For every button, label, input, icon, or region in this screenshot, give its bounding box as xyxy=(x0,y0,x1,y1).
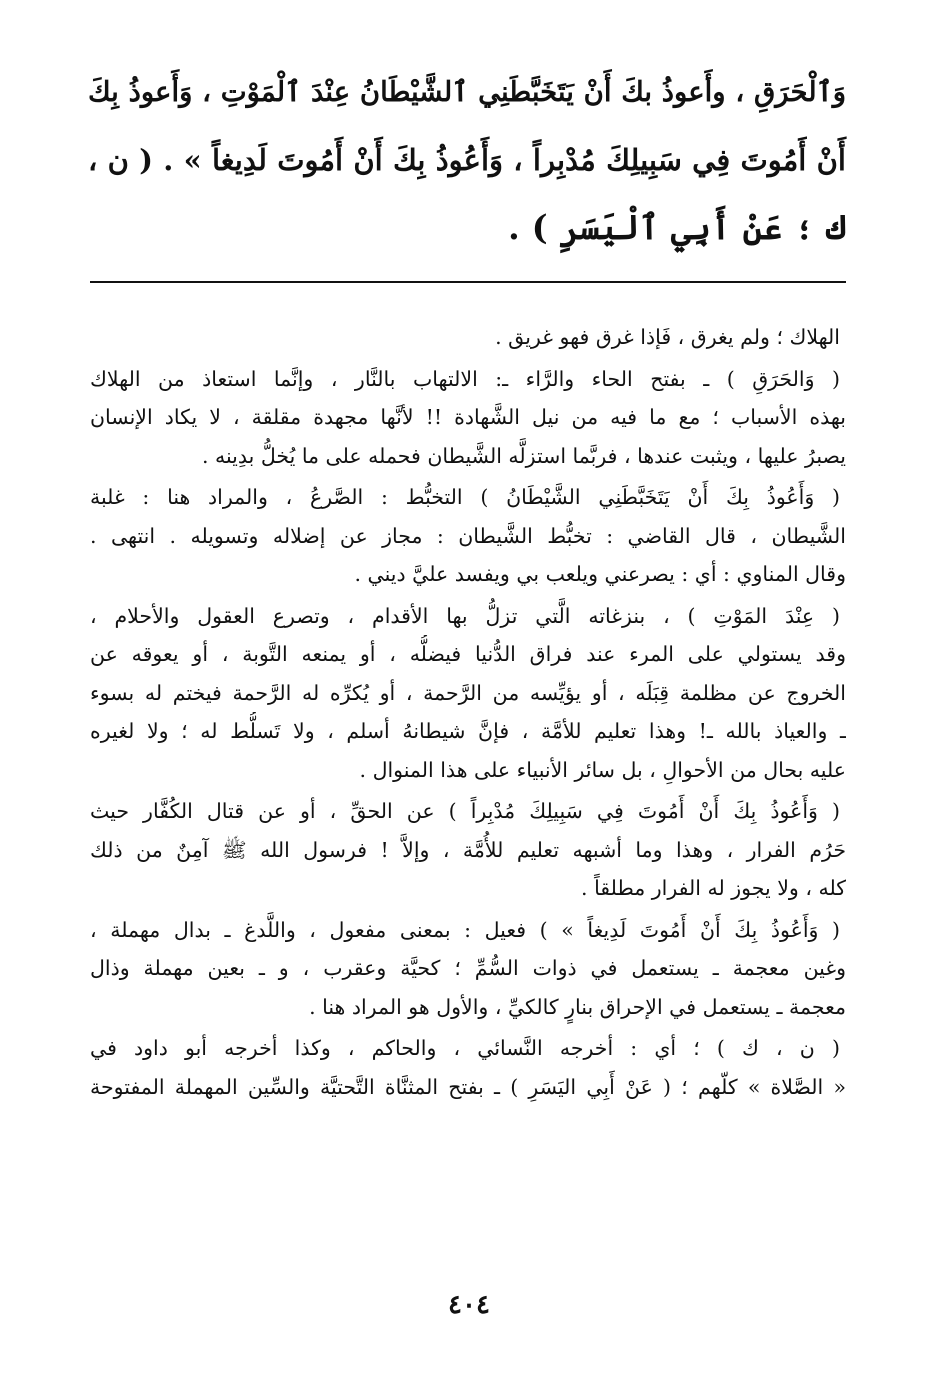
commentary-paragraph xyxy=(90,597,846,790)
commentary-line: الهلاك ؛ ولم يغرق ، فَإذا غرق فهو غريق . xyxy=(495,325,840,349)
page-number: ٤٠٤ xyxy=(448,1290,490,1320)
commentary-line: بهذه الأسباب ؛ مع ما فيه من نيل الشَّهادة !! لأنَّها مجهدة مقلقة ، لا يكاد الإنسان xyxy=(90,405,846,429)
commentary-paragraph xyxy=(90,1029,846,1106)
commentary-line: وقد يستولي على المرء عند فراق الدُّنيا فيضلُّه ، أو يمنعه التَّوبة ، أو يعوقه عن xyxy=(90,642,846,666)
hadith-text xyxy=(88,58,846,262)
commentary-line: ( وَأَعُوذُ بِكَ أَنْ أَمُوتَ فِي سَبِيلِكَ مُدْبِراً ) عن الحقِّ ، أو عن قتال الكُفَّار حيث xyxy=(90,799,840,823)
commentary-line: حَرُم الفرار ، وهذا وما أشبهه تعليم للأُمَّة ، وإلاَّ ! فرسول الله ﷺ آمِنٌ من ذلك xyxy=(90,837,846,862)
commentary-line: وقال المناوي : أي : يصرعني ويلعب بي ويفسد عليَّ ديني . xyxy=(354,562,846,586)
commentary-line: ( ن ، ك ) ؛ أي : أخرجه النَّسائي ، والحاكم ، وكذا أخرجه أبو داود في xyxy=(90,1036,840,1060)
commentary-paragraph xyxy=(90,911,846,1027)
commentary-line: ( عِنْدَ المَوْتِ ) ، بنزغاته الَّتي تزلُّ بها الأقدام ، وتصرع العقول والأحلام ، xyxy=(90,603,840,628)
commentary-paragraph xyxy=(90,478,846,594)
commentary-line: يصبرُ عليها ، ويثبت عندها ، فربَّما استزلَّه الشَّيطان فحمله على ما يُخلُّ بدِينه . xyxy=(201,443,846,468)
commentary-line: ( وَأَعُوذُ بِكَ أَنْ يَتَخَبَّطَنِي الشَّيْطَانُ ) التخبُّط : الصَّرعُ ، والمراد هنا : غلبة xyxy=(90,485,840,509)
commentary-line: الشَّيطان ، قال القاضي : تخبُّط الشَّيطان : مجاز عن إضلاله وتسويله . انتهى . xyxy=(90,523,846,548)
commentary-paragraph xyxy=(90,318,846,357)
commentary-line: معجمة ـ يستعمل في الإحراق بنارٍ كالكيِّ ، والأول هو المراد هنا . xyxy=(309,994,846,1019)
commentary-line: عليه بحال من الأحوالِ ، بل سائر الأنبياء على هذا المنوال . xyxy=(359,757,846,782)
commentary-line: « الصَّلاة » كلّهم ؛ ( عَنْ أَبِي اليَسَرِ ) ـ بفتح المثنَّاة التَّحتيَّة والسِّين المهملة المفتوحة xyxy=(90,1074,846,1099)
hadith-line: وَٱلْحَرَقِ ، وأَعوذُ بكَ أَنْ يَتَخَبَّطَنِي ٱلشَّيْطَانُ عِنْدَ ٱلْمَوْتِ ، وَأَعوذُ بِكَ xyxy=(88,76,846,108)
hadith-line: ك ؛ عَنْ أَبِي ٱلْيَسَرِ ) . xyxy=(507,208,846,248)
commentary-line: وغين معجمة ـ يستعمل في ذوات السُّمِّ ؛ كحيَّة وعقرب ، و ـ بعين مهملة وذال xyxy=(90,956,846,980)
hadith-line: أَنْ أَمُوتَ فِي سَبِيلِكَ مُدْبِراً ، وَأَعُوذُ بِكَ أَنْ أَمُوتَ لَدِيغاً » . ( ن ، xyxy=(88,143,846,177)
commentary-paragraph xyxy=(90,792,846,908)
footnote-divider xyxy=(90,281,846,283)
commentary-line: ( وَأَعُوذُ بِكَ أَنْ أَمُوتَ لَدِيغاً » ) فعيل : بمعنى مفعول ، واللَّدغ ـ بدال مهملة ، xyxy=(90,917,841,942)
commentary-line: الخروج عن مظلمة قِبَلَه ، أو يؤيِّسه من الرَّحمة ، أو يُكرِّه له الرَّحمة فيختم له بسوء xyxy=(90,680,846,705)
commentary-line: ( وَالحَرَقِ ) ـ بفتح الحاء والرَّاء ـ: الالتهاب بالنَّار ، وإنَّما استعاذ من الهلاك xyxy=(90,366,840,391)
commentary-line: كله ، ولا يجوز له الفرار مطلقاً . xyxy=(581,876,846,900)
commentary-paragraph xyxy=(90,360,846,476)
commentary-line: ـ والعياذ بالله ـ! وهذا تعليم للأمَّة ، فإنَّ شيطانهُ أسلم ، ولا تَسلُّط له ؛ ولا لغيره xyxy=(90,719,846,743)
commentary-body xyxy=(90,318,846,1109)
